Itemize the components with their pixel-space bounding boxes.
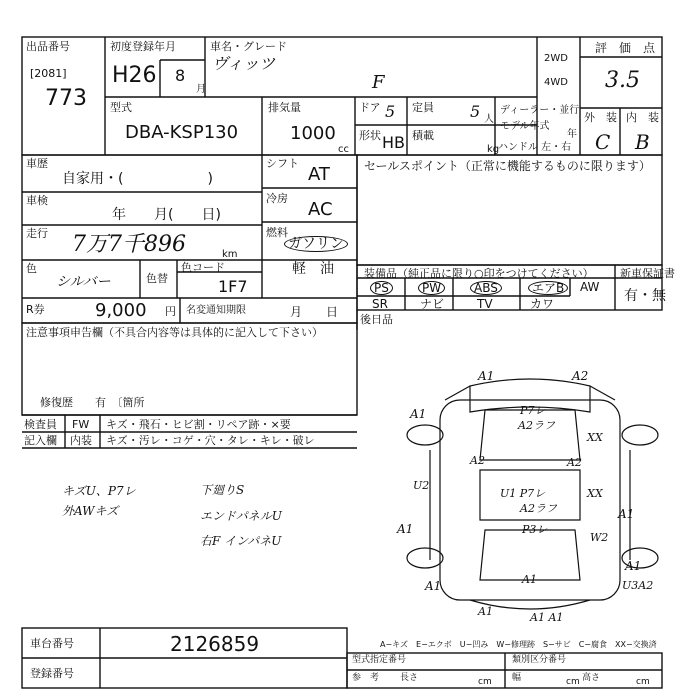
drive-2wd: 2WD xyxy=(544,53,568,64)
warranty: 有・無 xyxy=(624,288,666,304)
diagram-mark: U1 P7レ xyxy=(500,487,546,500)
dealer-label: ディーラー・並行 xyxy=(500,105,580,116)
interior-label: 内 装 xyxy=(626,111,659,124)
diagram-mark: A2 xyxy=(470,454,485,467)
grade: F xyxy=(372,72,385,93)
fuel-alt: 軽 油 xyxy=(292,261,334,277)
recycle: 9,000 xyxy=(95,300,147,321)
inspection-label: 車検 xyxy=(26,194,48,207)
inspection-value: 年 月( 日) xyxy=(112,207,221,223)
car-name: ヴィッツ xyxy=(212,54,276,73)
diagram-mark: A1 xyxy=(625,559,642,573)
interior-grade: B xyxy=(635,130,650,154)
score-label: 評 価 点 xyxy=(595,41,656,55)
person-unit: 人 xyxy=(484,114,494,125)
diagram-mark: A1 xyxy=(397,522,414,536)
diagram-mark: XX xyxy=(587,431,603,444)
reg-label: 登録番号 xyxy=(30,667,74,680)
equip-sr: SR xyxy=(372,297,388,311)
category-label: 類別区分番号 xyxy=(512,655,567,665)
handwritten-note-4: エンドパネルU xyxy=(200,509,282,523)
ref-label: 参 考 xyxy=(352,673,380,683)
equip-ps: PS xyxy=(370,281,393,295)
diagram-mark: P3レ xyxy=(522,523,548,536)
sales-point-label: セールスポイント（正常に機能するものに限ります） xyxy=(364,159,651,173)
history-label: 車歴 xyxy=(26,157,48,170)
fuel-label: 燃料 xyxy=(266,226,288,239)
exterior-grade: C xyxy=(595,130,611,154)
length-cm: cm xyxy=(478,677,492,687)
doors: 5 xyxy=(385,102,396,121)
handwritten-note-3: 下廻りS xyxy=(200,483,245,497)
mileage: 7万7千896 xyxy=(72,232,186,257)
diagram-mark: A1 xyxy=(618,507,635,521)
color-no-label: 色替 xyxy=(146,272,168,285)
km-unit: km xyxy=(222,249,238,260)
car-name-label: 車名・グレード xyxy=(210,40,287,53)
chassis-number: 2126859 xyxy=(170,632,260,656)
diagram-mark: A2 xyxy=(567,456,582,469)
diagram-mark: A2ラフ xyxy=(520,502,557,515)
shift-label: シフト xyxy=(266,157,299,170)
diagram-mark: A2ラフ xyxy=(518,419,555,432)
displacement: 1000 xyxy=(290,123,336,144)
mileage-label: 走行 xyxy=(26,227,48,240)
displacement-label: 排気量 xyxy=(268,101,301,114)
year-unit: 年 xyxy=(567,129,577,140)
capacity: 5 xyxy=(470,102,481,121)
yen-unit: 円 xyxy=(165,305,176,318)
load-label: 積載 xyxy=(412,129,434,142)
first-reg-label: 初度登録年月 xyxy=(110,40,176,53)
repair-label: 修復歴 有 〔箇所 xyxy=(40,396,145,409)
diagram-mark: W2 xyxy=(590,531,609,544)
equip-aw: AW xyxy=(580,280,600,294)
equip-airbag: エアB xyxy=(528,281,568,295)
kg-unit: kg xyxy=(487,144,500,155)
equipment-label: 装備品（純正品に限り○印をつけてください） xyxy=(364,267,594,280)
color: シルバー xyxy=(56,274,111,290)
width-cm: cm xyxy=(566,677,580,687)
equip-abs: ABS xyxy=(470,281,502,295)
drive-4wd: 4WD xyxy=(544,77,568,88)
height-cm: cm xyxy=(636,677,650,687)
lot-number: 773 xyxy=(45,86,87,111)
interior-items: キズ・汚レ・コゲ・穴・タレ・キレ・破レ xyxy=(106,434,315,447)
shape-label: 形状 xyxy=(359,129,381,142)
diagram-mark: A1 xyxy=(410,407,427,421)
interior-row-label: 内装 xyxy=(70,434,92,447)
handwritten-note-5: 右F インパネU xyxy=(200,534,282,548)
name-change: 月 日 xyxy=(290,305,339,319)
length-label: 長さ xyxy=(400,673,419,683)
diagram-mark: U2 xyxy=(413,479,430,492)
score: 3.5 xyxy=(605,68,640,93)
warranty-label: 新車保証書 xyxy=(620,267,675,280)
cc-unit: cc xyxy=(338,144,349,155)
lot-label: 出品番号 xyxy=(26,40,70,53)
diagram-mark: A1 A1 xyxy=(530,611,564,624)
recycle-label: R券 xyxy=(26,303,45,316)
first-reg-month: 8 xyxy=(175,66,186,85)
record-label: 記入欄 xyxy=(24,434,57,447)
diagram-mark: XX xyxy=(587,487,603,500)
chassis-label: 車台番号 xyxy=(30,637,74,650)
month-unit: 月 xyxy=(196,84,206,95)
diagram-mark: A1 xyxy=(478,369,495,383)
diagram-mark: A1 xyxy=(522,573,537,586)
color-code: 1F7 xyxy=(218,277,248,296)
type-label: 型式 xyxy=(110,101,132,114)
name-change-label: 名変通知期限 xyxy=(186,305,246,316)
rear-label: 後日品 xyxy=(360,313,393,326)
handwritten-note-2: 外AWキズ xyxy=(62,504,119,518)
color-label: 色 xyxy=(26,262,37,275)
width-label: 幅 xyxy=(512,673,522,683)
handwritten-note-1: キズU、P7レ xyxy=(62,484,136,498)
diagram-mark: P7レ xyxy=(520,404,546,417)
fuel: ガソリン xyxy=(284,236,348,252)
equip-pw: PW xyxy=(418,281,445,295)
aircon-label: 冷房 xyxy=(266,192,288,205)
handle-label: ハンドル 左・右 xyxy=(498,142,572,153)
height-label: 高さ xyxy=(582,673,601,683)
lot-code: [2081] xyxy=(30,67,67,80)
model-type: DBA-KSP130 xyxy=(125,122,239,143)
first-reg-year: H26 xyxy=(112,63,157,88)
doors-label: ドア xyxy=(359,101,381,114)
notes-label: 注意事項申告欄（不具合内容等は具体的に記入して下さい） xyxy=(26,326,323,339)
fw-label: FW xyxy=(72,418,90,431)
equip-leather: カワ xyxy=(530,297,555,311)
model-year-label: モデル年式 xyxy=(500,121,550,132)
diagram-mark: A2 xyxy=(572,369,589,383)
aircon: AC xyxy=(308,199,333,220)
exterior-label: 外 装 xyxy=(584,111,617,124)
diagram-mark: U3A2 xyxy=(622,579,654,592)
shift: AT xyxy=(308,164,330,185)
capacity-label: 定員 xyxy=(412,101,434,114)
shape: HB xyxy=(382,133,406,152)
fw-items: キズ・飛石・ヒビ割・リペア跡・×要 xyxy=(106,418,291,431)
history-value: 自家用・( ) xyxy=(62,171,213,187)
equip-navi: ナビ xyxy=(420,297,445,311)
diagram-mark: A1 xyxy=(425,579,442,593)
inspector-label: 検査員 xyxy=(24,418,57,431)
color-code-label: 色コード xyxy=(181,261,225,274)
equip-tv: TV xyxy=(477,297,493,311)
diagram-mark: A1 xyxy=(478,605,493,618)
diagram-legend: A−キズ E−エクボ U−凹み W−修理跡 S−サビ C−腐食 XX−交換済 xyxy=(380,640,657,649)
type-spec-label: 型式指定番号 xyxy=(352,655,407,665)
